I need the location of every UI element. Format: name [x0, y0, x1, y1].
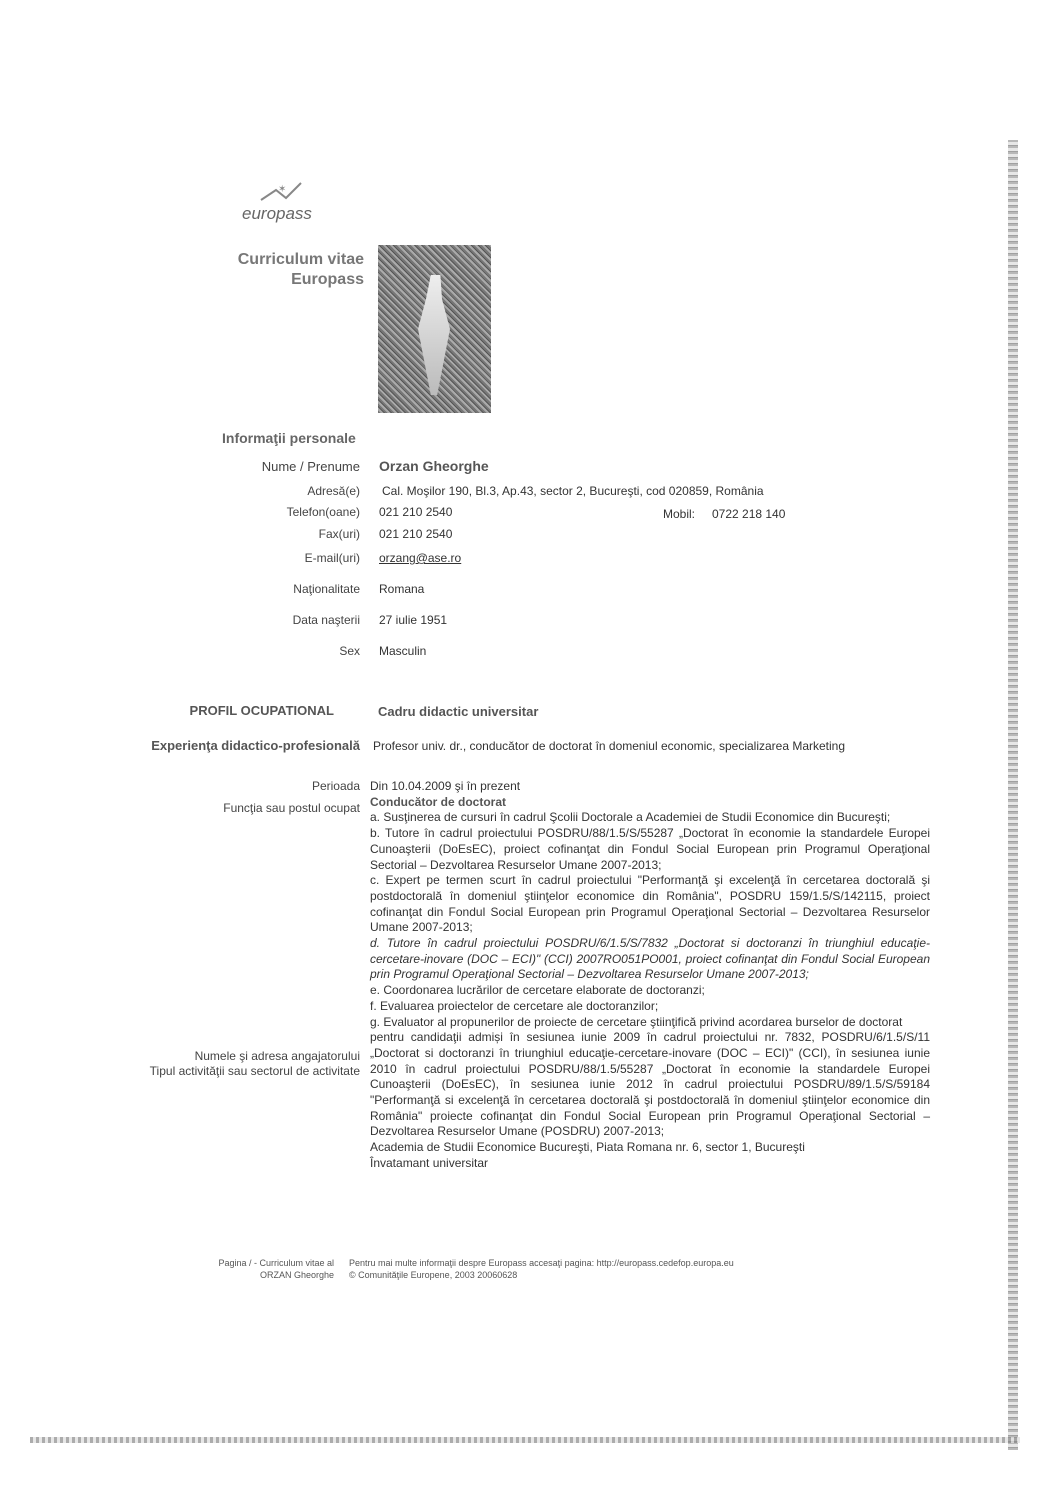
- duty-g: g. Evaluator al propunerilor de proiecte de cercetare ştiinţifică privind acordarea burselor de doctorat: [370, 1014, 903, 1029]
- footer-info: Pentru mai multe informaţii despre Europass accesaţi pagina: http://europass.cedefop.europa.eu: [349, 1258, 734, 1268]
- phone-label: Telefon(oane): [286, 505, 360, 519]
- period-value: Din 10.04.2009 şi în prezent: [370, 779, 521, 793]
- footer-page: Pagina / - Curriculum vitae al: [218, 1258, 334, 1268]
- cv-title: [238, 250, 364, 290]
- title-line1: Curriculum vitae: [237, 251, 364, 268]
- duty-c: c. Expert pe termen scurt în cadrul proiectului "Performanţă şi excelenţă în cercetarea doctorală şi postdoctorală în domeniul ştiinţelor economice din România", POSDRU 159/1.5/S/142115, proiect cofinanţat din Fondul Social European prin Programul Operaţional Sectorial – Dezvoltarea Resurselor Umane 2007-2013;: [370, 873, 930, 935]
- job-details: [370, 779, 930, 1172]
- duty-a: a. Susţinerea de cursuri în cadrul Şcolii Doctorale a Academiei de Studii Economice din Bucureşti;: [370, 810, 891, 825]
- svg-text:✶: ✶: [278, 184, 287, 195]
- nationality-value: Romana: [379, 582, 425, 596]
- email-link[interactable]: orzang@ase.ro: [379, 551, 462, 565]
- logo-text: europass: [242, 204, 312, 223]
- fax-label: Fax(uri): [318, 527, 360, 541]
- nationality-label: Naţionalitate: [293, 582, 360, 596]
- scan-edge-noise: [1008, 140, 1018, 1450]
- mobile-label: Mobil:: [663, 507, 696, 521]
- section-personal-info: Informaţii personale: [222, 430, 356, 446]
- email-label: E-mail(uri): [304, 551, 360, 565]
- scan-edge-noise: [30, 1437, 1020, 1443]
- sector-label: Tipul activităţii sau sectorul de activitate: [149, 1064, 360, 1078]
- employer-label: Numele şi adresa angajatorului: [194, 1049, 360, 1063]
- duty-b: b. Tutore în cadrul proiectului POSDRU/88/1.5/S/55287 „Doctorat în economie la standardele Europei Cunoaşterii (DoEsEC), proiect cofinanţat din Fondul Social European prin Programul Operaţional Sectorial – Dezvoltarea Resurselor Umane 2007-2013;: [370, 826, 930, 872]
- experience-value: Profesor univ. dr., conducător de doctorat în domeniul economic, specializarea Marketing: [373, 739, 846, 753]
- address-value: Cal. Moşilor 190, Bl.3, Ap.43, sector 2, Bucureşti, cod 020859, România: [382, 484, 764, 498]
- stars-icon: [256, 178, 316, 206]
- birthdate-label: Data naşterii: [292, 613, 360, 627]
- duty-f: f. Evaluarea proiectelor de cercetare ale doctoranzilor;: [370, 998, 659, 1013]
- profile-label: PROFIL OCUPATIONAL: [189, 703, 334, 718]
- footer-name: ORZAN Gheorghe: [259, 1270, 334, 1280]
- address-label: Adresă(e): [307, 484, 360, 498]
- name-value: Orzan Gheorghe: [379, 458, 489, 474]
- fax-value: 021 210 2540: [379, 527, 453, 541]
- europass-logo: [228, 178, 338, 228]
- profile-value: Cadru didactic universitar: [378, 704, 539, 719]
- birthdate-value: 27 iulie 1951: [379, 613, 448, 627]
- sex-label: Sex: [339, 644, 360, 658]
- duty-d: d. Tutore în cadrul proiectului POSDRU/6/1.5/S/7832 „Doctorat si doctoranzi în triunghiul educaţie-cercetare-inovare (DOC – ECI)" (CCI) 2007RO051PO001, proiect cofinanţat din Fondul Social European prin Programul Operaţional Sectorial – Dezvoltarea Resurselor Umane 2007-2013;: [370, 936, 930, 982]
- duty-g-detail: pentru candidaţii admiși în sesiunea iunie 2009 în cadrul proiectului nr. 7832, POSDRU/6/1.5/S/11 „Doctorat si doctoranzi în triunghiul educaţie-cercetare-inovare (DOC – ECI)" (CCI), în sesiunea iunie 2010 în cadrul proiectului POSDRU/88/1.5/55287 „Doctorat în economie la standardele Europei Cunoaşterii (DoEsEC), în sesiunea iunie 2012 în cadrul proiectului POSDRU/89/1.5/S/59184 "Performanţă si excelenţă în cercetarea doctorală şi postdoctorală în domeniul ştiinţelor economice din România" proiecte cofinanţat din Fondul Social European prin Programul Operaţional Sectorial – Dezvoltarea Resurselor Umane (POSDRU) 2007-2013;: [370, 1030, 930, 1139]
- duty-e: e. Coordonarea lucrărilor de cercetare elaborate de doctoranzi;: [370, 983, 705, 998]
- footer-copyright: © Comunităţile Europene, 2003 20060628: [349, 1270, 518, 1280]
- sex-value: Masculin: [379, 644, 427, 658]
- footer-left: [218, 1257, 334, 1281]
- sector-value: Învatamant universitar: [370, 1155, 489, 1170]
- phone-value: 021 210 2540: [379, 505, 453, 519]
- position-value: Conducător de doctorat: [370, 794, 507, 809]
- title-line2: Europass: [291, 271, 364, 288]
- position-label: Funcţia sau postul ocupat: [223, 801, 360, 815]
- name-label: Nume / Prenume: [261, 459, 360, 474]
- period-label: Perioada: [311, 779, 360, 793]
- mobile-value: 0722 218 140: [712, 507, 786, 521]
- profile-photo: [378, 245, 491, 413]
- experience-label: Experienţa didactico-profesională: [151, 738, 360, 753]
- footer-right: [349, 1257, 734, 1281]
- employer-value: Academia de Studii Economice Bucureşti, Piata Romana nr. 6, sector 1, Bucureşti: [370, 1140, 805, 1155]
